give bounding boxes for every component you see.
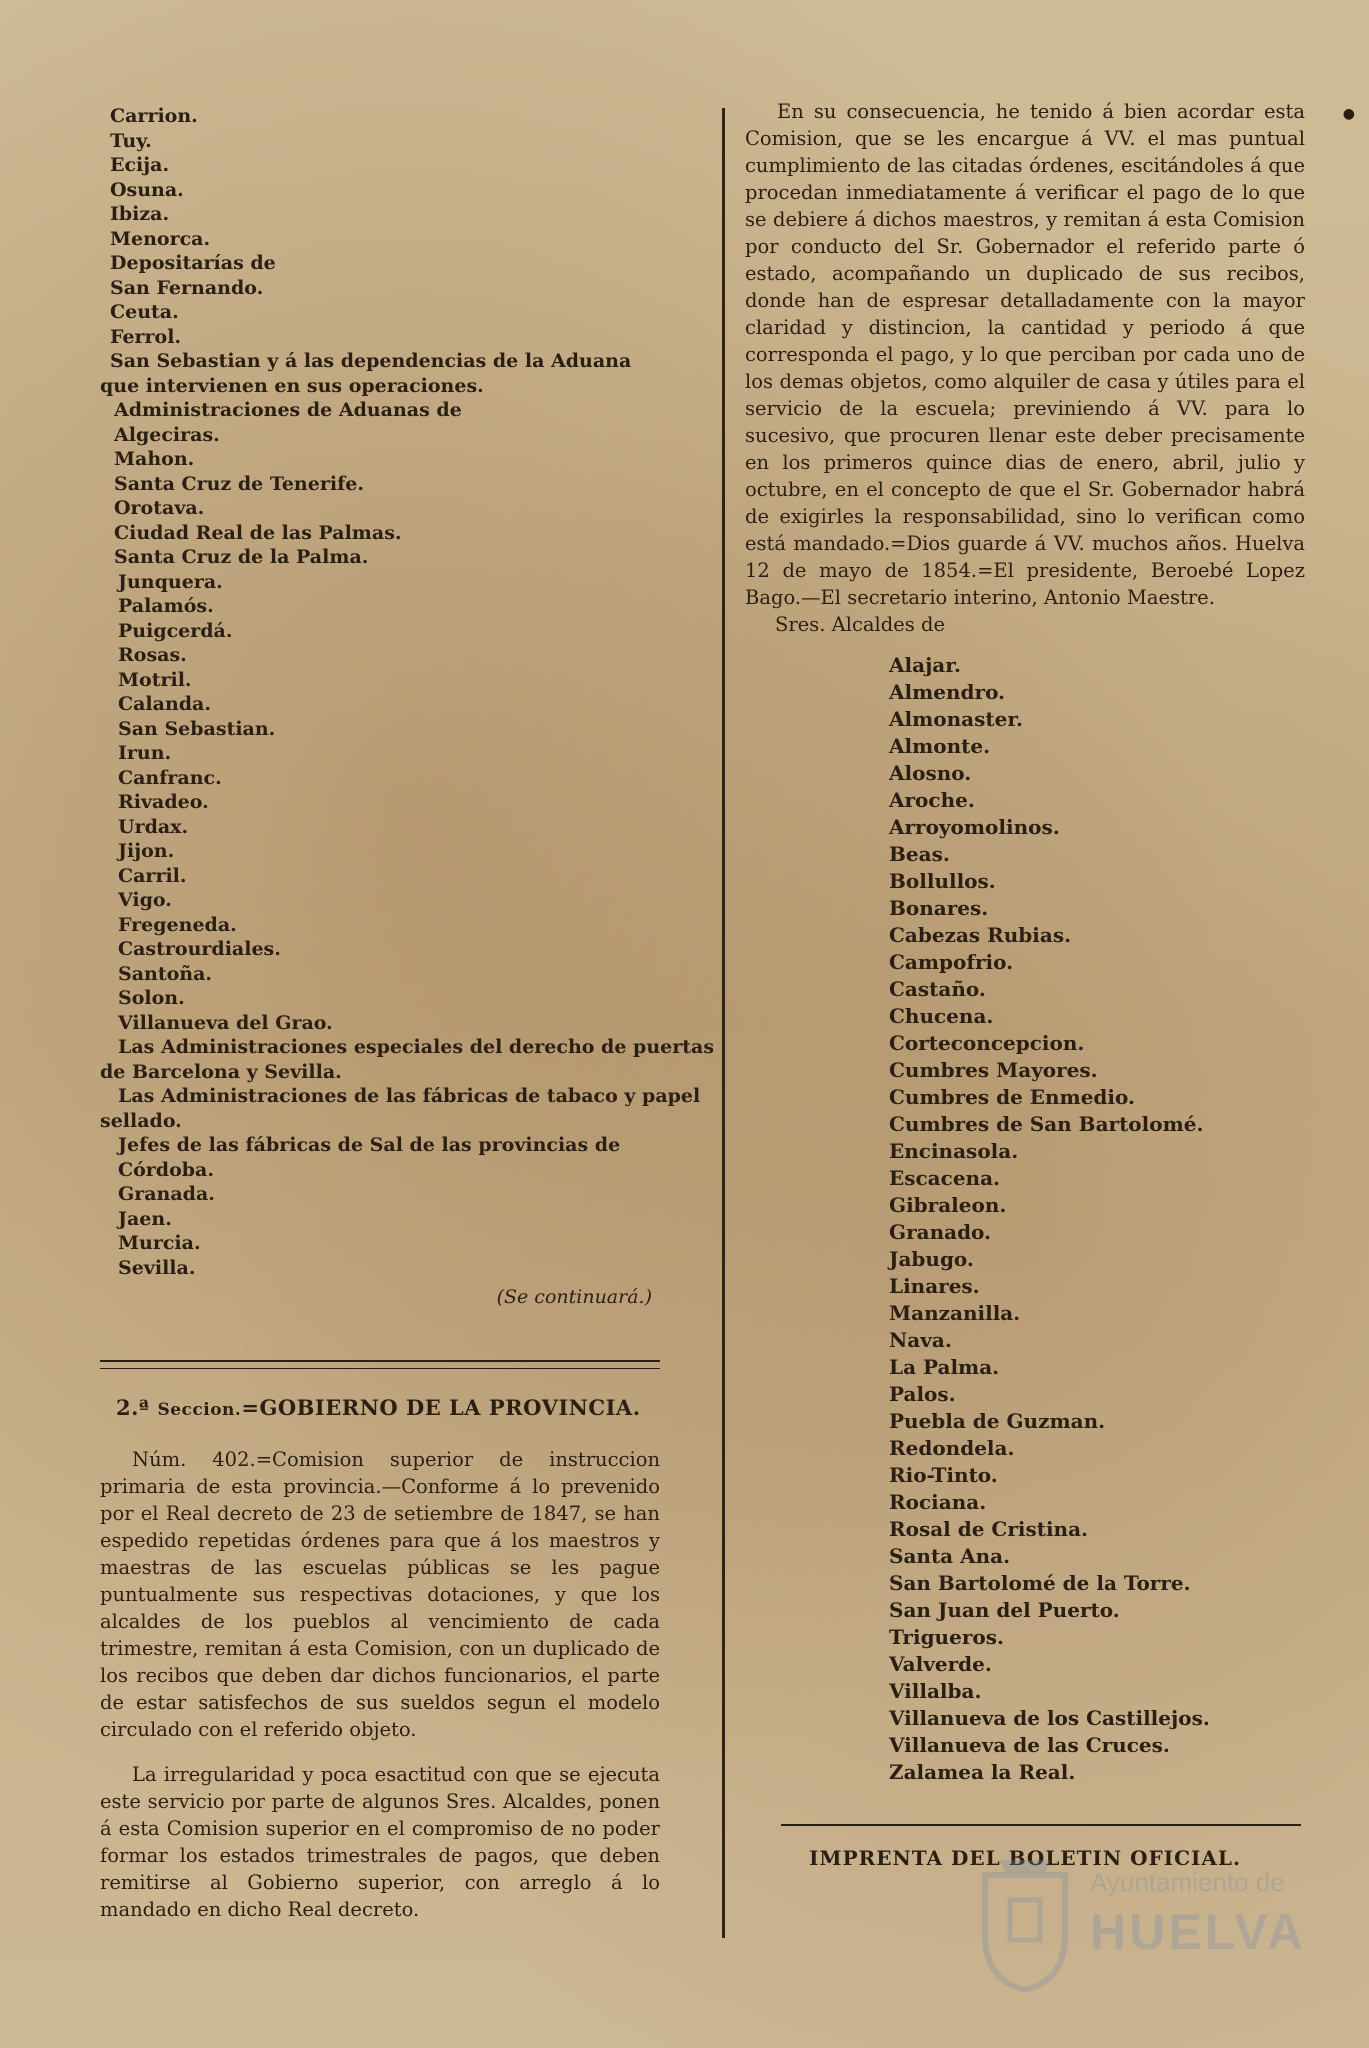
office-list-line: Murcia. [118, 1232, 201, 1254]
coat-of-arms-icon [975, 1855, 1075, 1995]
section-title: =GOBIERNO DE LA PROVINCIA. [241, 1395, 641, 1420]
office-list-line: Orotava. [114, 497, 205, 519]
margin-mark-icon: ● [1342, 106, 1355, 122]
office-list-line: Irun. [118, 742, 172, 764]
town-list-item: Campofrio. [889, 950, 1014, 974]
section-heading [100, 1395, 660, 1420]
town-list-item: Redondela. [889, 1436, 1015, 1460]
office-list-line: Urdax. [118, 815, 189, 838]
office-list-line: Jaen. [118, 1207, 172, 1230]
right-column [745, 98, 1305, 1870]
office-list [100, 104, 715, 1280]
town-list-item: Nava. [889, 1328, 952, 1352]
office-list-line: Ciudad Real de las Palmas. [114, 521, 402, 544]
office-list-line: Las Administraciones especiales del derecho de puertas [118, 1036, 715, 1058]
office-list-line: Ceuta. [110, 301, 179, 323]
office-list-line: Jefes de las fábricas de Sal de las provincias de [118, 1134, 621, 1156]
office-list-line: Santa Cruz de Tenerife. [114, 472, 364, 495]
office-list-line: San Sebastian. [118, 717, 276, 740]
paragraph-irregularity: La irregularidad y poca esactitud con que se ejecuta este servicio por parte de algunos Sres. Alcaldes, ponen á esta Comision superior en el compromiso de no poder formar los estados trimestrales de pagos, que deben remitirse al Gobierno superior, con arreglo á lo mandado en dicho Real decreto. [100, 1763, 660, 1921]
office-list-line: Rosas. [118, 644, 187, 666]
footer-separator [781, 1824, 1301, 1826]
office-list-line: Calanda. [118, 693, 211, 715]
office-list-line: Puigcerdá. [118, 619, 233, 642]
town-list-item: Rociana. [889, 1490, 987, 1514]
office-list-line: San Sebastian y á las dependencias de la Aduana [110, 350, 632, 372]
section-number: 2.ª [116, 1395, 150, 1420]
town-list-item: Arroyomolinos. [889, 815, 1060, 839]
town-list-item: La Palma. [889, 1355, 1000, 1379]
office-list-line: Fregeneda. [118, 913, 237, 936]
office-list-line: Algeciras. [114, 423, 220, 446]
watermark-logo [975, 1855, 1305, 2005]
town-list-item: Corteconcepcion. [889, 1031, 1085, 1055]
town-list-item: San Juan del Puerto. [889, 1598, 1120, 1622]
town-list-item: Aroche. [889, 788, 975, 812]
office-list-line: sellado. [100, 1109, 182, 1132]
office-list-line: Canfranc. [118, 766, 222, 789]
town-list-item: Cumbres de Enmedio. [889, 1085, 1135, 1109]
office-list-line: Carrion. [110, 105, 198, 127]
town-list-item: Cumbres Mayores. [889, 1058, 1098, 1082]
town-list-item: Castaño. [889, 977, 986, 1001]
town-list-item: Trigueros. [889, 1625, 1004, 1649]
office-list-line: Rivadeo. [118, 791, 209, 813]
office-list-line: Motril. [118, 668, 192, 691]
printer-imprint: IMPRENTA DEL BOLETIN OFICIAL. [809, 1846, 1241, 1870]
paragraph-decree: Núm. 402.=Comision superior de instruccion primaria de esta provincia.—Conforme á lo prevenido por el Real decreto de 23 de setiembre de 1847, se han espedido repetidas órdenes para que á los maestros y maestras de las escuelas públicas se les pague puntualmente sus respectivas dotaciones, y que los alcaldes de los pueblos al vencimiento de cada trimestre, remitan á esta Comision, con un duplicado de los recibos que deben dar dichos funcionarios, el parte de estar satisfechos de sus sueldos segun el modelo circulado con el referido objeto. [100, 1448, 660, 1741]
town-list [745, 652, 1305, 1786]
office-list-line: Ecija. [110, 154, 170, 176]
paragraph-consequence: En su consecuencia, he tenido á bien acordar esta Comision, que se les encargue á VV. el mas puntual cumplimiento de las citadas órdenes, escitándoles á que procedan inmediatamente á verificar el pago de lo que se debiere á dichos maestros, y remitan á esta Comision por conducto del Sr. Gobernador el referido parte ó estado, acompañando un duplicado de sus recibos, donde han de espresar detalladamente con la mayor claridad y distincion, la cantidad y periodo á que corresponda el pago, y lo que perciban por cada uno de los demas objetos, como alquiler de casa y útiles para el servicio de la escuela; previniendo á VV. para lo sucesivo, que procuren llenar este deber precisamente en los primeros quince dias de enero, abril, julio y octubre, en el concepto de que el Sr. Gobernador habrá de exigirles la responsabilidad, sino lo verifican como está mandado.=Dios guarde á VV. muchos años. Huelva 12 de mayo de 1854.=El presidente, Beroebé Lopez Bago.—El secretario interino, Antonio Maestre. [745, 100, 1305, 609]
left-column [100, 104, 715, 1923]
town-list-item: Villalba. [889, 1679, 982, 1703]
town-list-item: Santa Ana. [889, 1544, 1011, 1568]
town-list-item: San Bartolomé de la Torre. [889, 1571, 1191, 1595]
town-list-item: Rio-Tinto. [889, 1463, 998, 1487]
office-list-line: Jijon. [118, 840, 175, 862]
office-list-line: Mahon. [114, 448, 195, 470]
town-list-item: Palos. [889, 1382, 956, 1406]
office-list-line: Depositarías de [110, 252, 276, 274]
office-list-line: San Fernando. [110, 276, 264, 299]
town-list-item: Rosal de Cristina. [889, 1517, 1089, 1541]
town-list-item: Alajar. [889, 653, 961, 677]
town-list-item: Bollullos. [889, 869, 996, 893]
town-list-item: Zalamea la Real. [889, 1760, 1076, 1784]
town-list-item: Beas. [889, 842, 950, 866]
office-list-line: Sevilla. [118, 1256, 196, 1279]
office-list-line: Santa Cruz de la Palma. [114, 546, 369, 568]
town-list-item: Cabezas Rubias. [889, 923, 1072, 947]
office-list-line: Granada. [118, 1183, 215, 1205]
section-label: Seccion. [157, 1400, 242, 1420]
watermark-line1: Ayuntamiento de [1090, 1867, 1285, 1897]
office-list-line: de Barcelona y Sevilla. [100, 1060, 342, 1083]
office-list-line: Las Administraciones de las fábricas de tabaco y papel [118, 1085, 701, 1107]
office-list-line: Menorca. [110, 227, 211, 250]
office-list-line: que intervienen en sus operaciones. [100, 374, 484, 397]
office-list-line: Palamós. [118, 595, 214, 617]
town-list-item: Valverde. [889, 1652, 992, 1676]
section-separator [100, 1360, 660, 1369]
town-list-item: Encinasola. [889, 1139, 1019, 1163]
office-list-line: Vigo. [118, 889, 172, 911]
office-list-line: Ibiza. [110, 203, 170, 225]
town-list-item: Jabugo. [889, 1247, 974, 1271]
office-list-line: Santoña. [118, 962, 213, 985]
office-list-line: Osuna. [110, 178, 184, 201]
office-list-line: Administraciones de Aduanas de [114, 399, 462, 421]
town-list-item: Granado. [889, 1220, 992, 1244]
town-list-item: Cumbres de San Bartolomé. [889, 1112, 1204, 1136]
office-list-line: Castrourdiales. [118, 938, 281, 960]
town-list-item: Villanueva de los Castillejos. [889, 1706, 1210, 1730]
office-list-line: Tuy. [110, 129, 152, 152]
alcaldes-heading: Sres. Alcaldes de [775, 613, 945, 636]
town-list-item: Almonaster. [889, 707, 1024, 731]
office-list-line: Junquera. [118, 570, 223, 593]
town-list-item: Alosno. [889, 761, 972, 785]
town-list-item: Bonares. [889, 896, 989, 920]
office-list-line: Carril. [118, 864, 187, 887]
office-list-line: Solon. [118, 987, 185, 1009]
column-divider [722, 108, 725, 1938]
office-list-line: Ferrol. [110, 325, 182, 348]
town-list-item: Villanueva de las Cruces. [889, 1733, 1170, 1757]
town-list-item: Manzanilla. [889, 1301, 1021, 1325]
office-list-line: Villanueva del Grao. [118, 1011, 333, 1034]
town-list-item: Linares. [889, 1274, 980, 1298]
continue-note: (Se continuará.) [496, 1286, 652, 1308]
office-list-line: Córdoba. [118, 1158, 214, 1181]
watermark-line2: HUELVA [1090, 1904, 1307, 1960]
town-list-item: Puebla de Guzman. [889, 1409, 1106, 1433]
town-list-item: Chucena. [889, 1004, 994, 1028]
town-list-item: Almendro. [889, 680, 1006, 704]
town-list-item: Escacena. [889, 1166, 1001, 1190]
town-list-item: Gibraleon. [889, 1193, 1007, 1217]
town-list-item: Almonte. [889, 734, 991, 758]
